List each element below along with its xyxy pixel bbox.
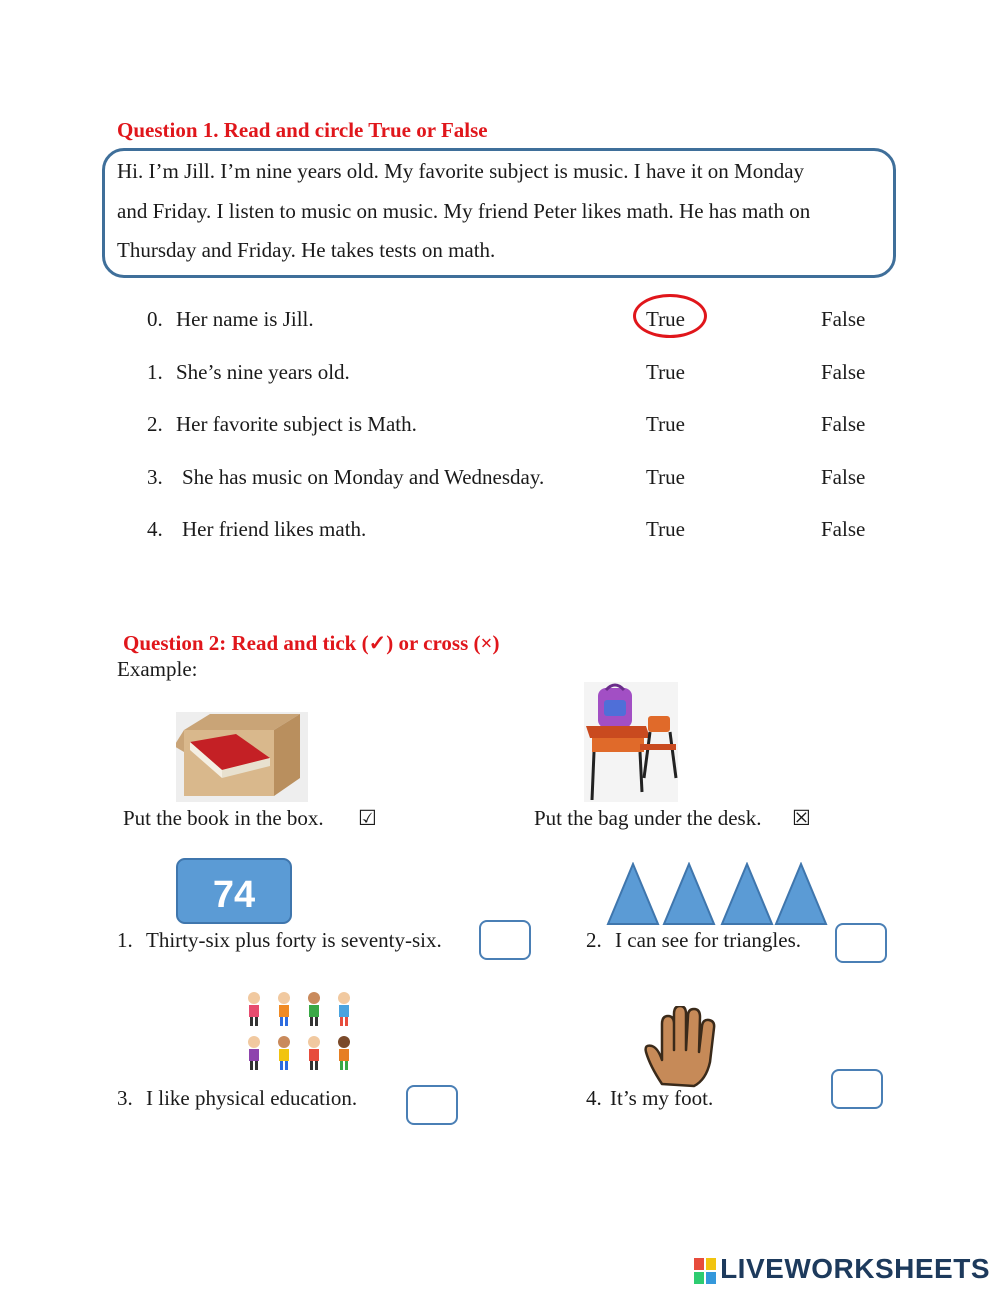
statement-0-text: Her name is Jill. [176,307,314,331]
item-1-answer-box[interactable] [479,920,531,960]
book-in-box-image [176,712,308,802]
example-label: Example: [117,657,198,681]
statement-2-false[interactable]: False [821,412,866,436]
item-2-number: 2. [586,928,602,952]
statement-2-text: Her favorite subject is Math. [176,412,417,436]
liveworksheets-logo [694,1253,990,1285]
statement-2-number: 2. [147,412,163,436]
passage-line-3: Thursday and Friday. He takes tests on math. [117,238,496,262]
number-tile: 74 [176,858,292,924]
item-2-answer-box[interactable] [835,923,887,963]
statement-2-true[interactable]: True [646,412,685,436]
passage-line-2: and Friday. I listen to music on music. My friend Peter likes math. He has math on [117,199,811,223]
statement-0-number: 0. [147,307,163,331]
answer-circle [633,294,707,338]
triangles-image [606,862,828,926]
statement-3-number: 3. [147,465,163,489]
statement-3-true[interactable]: True [646,465,685,489]
statement-1-false[interactable]: False [821,360,866,384]
question-2-title: Question 2: Read and tick (✓) or cross (×) [123,631,500,655]
logo-icon [694,1258,716,1284]
statement-4-true[interactable]: True [646,517,685,541]
statement-1-text: She’s nine years old. [176,360,350,384]
item-3-text: I like physical education. [146,1086,358,1110]
item-1-text: Thirty-six plus forty is seventy-six. [146,928,442,952]
passage-line-1: Hi. I’m Jill. I’m nine years old. My favorite subject is music. I have it on Monday [117,159,805,183]
statement-3-false[interactable]: False [821,465,866,489]
bag-on-desk-image [584,682,678,802]
item-1-number: 1. [117,928,133,952]
item-4-text: It’s my foot. [610,1086,714,1110]
item-4-answer-box[interactable] [831,1069,883,1109]
kids-exercising-image [240,988,364,1074]
statement-0-false[interactable]: False [821,307,866,331]
statement-1-number: 1. [147,360,163,384]
question-1-title: Question 1. Read and circle True or False [117,118,488,142]
example-1-tick-mark: ☑ [358,806,377,830]
example-2-cross-mark: ☒ [792,806,811,830]
statement-3-text: She has music on Monday and Wednesday. [182,465,545,489]
statement-0-true[interactable]: True [646,307,685,331]
statement-1-true[interactable]: True [646,360,685,384]
example-2-text: Put the bag under the desk. [534,806,762,830]
item-3-answer-box[interactable] [406,1085,458,1125]
statement-4-number: 4. [147,517,163,541]
logo-text: LIVEWORKSHEETS [720,1253,990,1284]
item-3-number: 3. [117,1086,133,1110]
statement-4-false[interactable]: False [821,517,866,541]
example-1-text: Put the book in the box. [123,806,324,830]
statement-4-text: Her friend likes math. [182,517,367,541]
item-4-number: 4. [586,1086,602,1110]
item-2-text: I can see for triangles. [615,928,801,952]
hand-image [642,1006,722,1088]
